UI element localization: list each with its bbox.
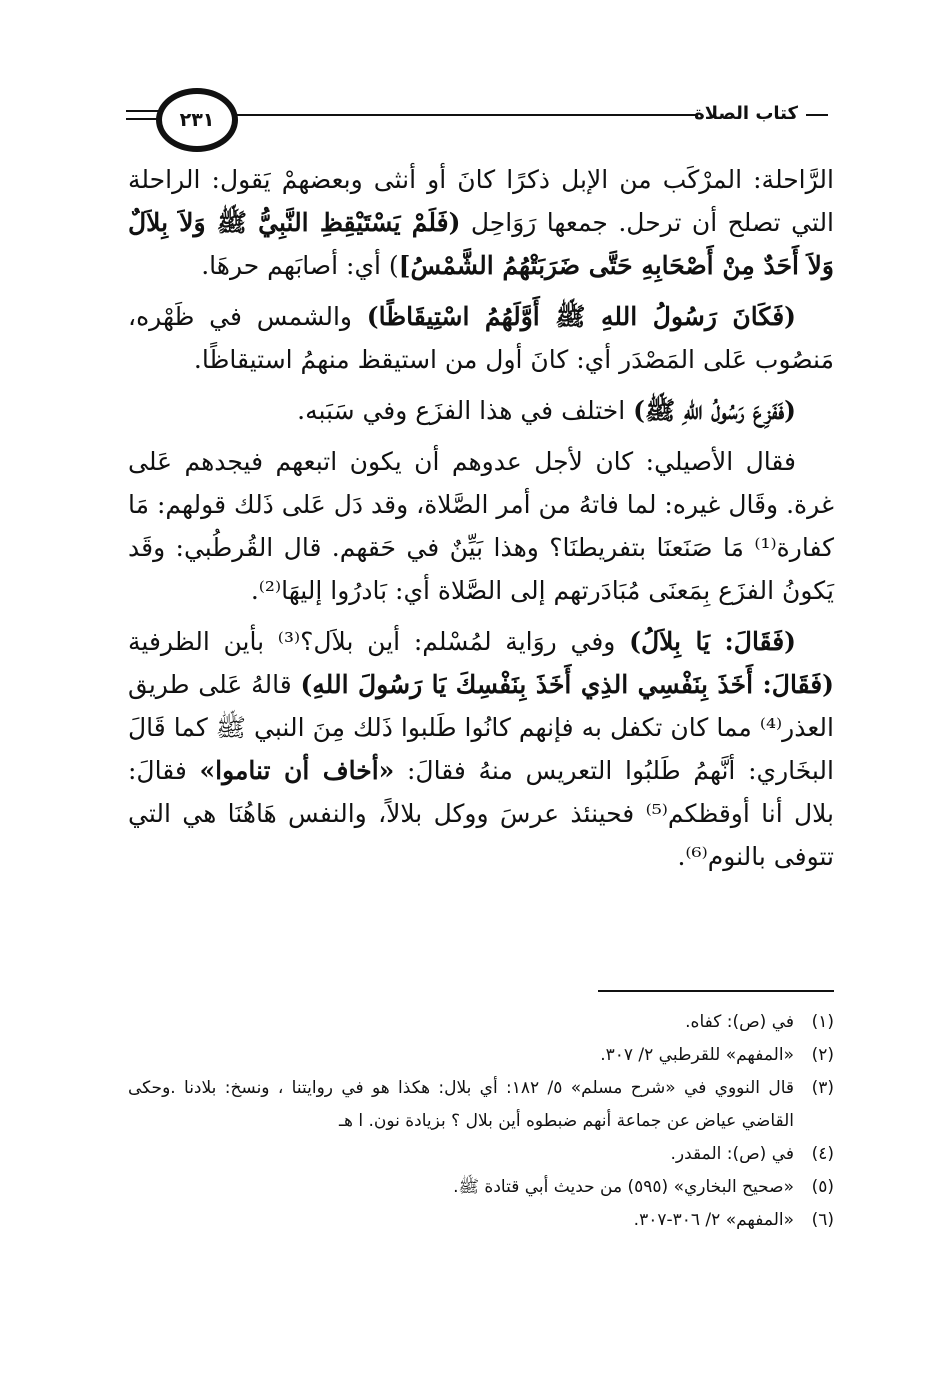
footnote-text: قال النووي في «شرح مسلم» ٥/ ١٨٢: أي بلال: هكذا هو في روايتنا ، ونسخ: بلادنا .وحكى القاضي عياض عن جماعة أنهم ضبطوه أين بلال ؟ بزيادة نون. ا هـ bbox=[128, 1078, 794, 1131]
page-header bbox=[126, 86, 828, 148]
footnote bbox=[128, 1072, 834, 1138]
footnote-separator bbox=[598, 990, 834, 992]
footnote-number: (١) bbox=[811, 1012, 834, 1032]
footnote-number: (٢) bbox=[811, 1045, 834, 1065]
commentary-text: فقالَ: بلال أنا أوقظكم⁽⁵⁾ فحينئذ عرسَ ووكل بلالاً، والنفس هَاهُنَا هي التي تتوفى بالنوم⁽⁶⁾. bbox=[128, 756, 834, 871]
commentary-text: والشمس في ظَهْره، مَنصُوب عَلى المَصْدَر أي: كانَ أول من استيقظ منهمُ استيقاظًا. bbox=[128, 302, 834, 374]
paragraph bbox=[128, 158, 834, 287]
commentary-text: وفي روَاية لمُسْلم: أين بلاَل؟⁽³⁾ بأين الظرفية bbox=[128, 627, 630, 656]
quoted-text: (فَكَانَ رَسُولُ اللهِ ﷺ أَوَّلَهُمُ اسْتِيقَاظًا) bbox=[366, 302, 796, 331]
header-rule-right bbox=[226, 114, 696, 116]
commentary-text: فقال الأصيلي: كان لأجل عدوهم أن يكون اتبعهم فيجدهم عَلى غرة. وقَال غيره: لما فاتهُ من أمر الصَّلاة، وقد دَل عَلى ذَلك قولهم: مَا كفارة⁽¹⁾ مَا صَنَعنَا بتفريطنَا؟ وهذا بَيِّنٌ في حَقهم. قال القُرطُبي: وقَد يَكونُ الفزَع بِمَعنَى مُبَادَرتهم إلى الصَّلاة أي: بَادرُوا إليهَا⁽²⁾. bbox=[128, 447, 834, 605]
quoted-text: (فَقَالَ: أَخَذَ بِنَفْسِي الذِي أَخَذَ بِنَفْسِكَ يَا رَسُولَ اللهِ) bbox=[300, 670, 834, 699]
page-number: ٢٣١ bbox=[179, 109, 215, 131]
paragraph bbox=[128, 440, 834, 612]
commentary-text: الرَّاحلة: المرْكَب من الإبل ذكرًا كانَ أو أنثى وبعضهمْ يَقول: الراحلة التي تصلح أن ترحل. جمعها رَوَاحِل bbox=[128, 165, 835, 237]
footnote-text: في (ص): كفاه. bbox=[685, 1012, 794, 1032]
paragraph bbox=[128, 389, 834, 432]
footnote-number: (٥) bbox=[811, 1177, 834, 1197]
quoted-text: (فَفَزِعَ رَسُولُ اللهِ ﷺ) bbox=[633, 396, 796, 425]
footnote-number: (٤) bbox=[811, 1144, 834, 1164]
commentary-text: ) أي: أصابَهم حرهَا. bbox=[201, 251, 399, 280]
quoted-text: (فَقَالَ: يَا بِلاَلُ) bbox=[629, 627, 796, 656]
footnotes bbox=[128, 1006, 834, 1237]
footnote-text: «المفهم» ٢/ ٣٠٦-٣٠٧. bbox=[633, 1210, 794, 1230]
quoted-text: «أخاف أن تناموا» bbox=[199, 756, 395, 785]
footnote bbox=[128, 1138, 834, 1171]
commentary-text: قالهُ عَلى طريق العذر⁽⁴⁾ مما كان تكفل به فإنهم كانُوا طَلبوا ذَلك مِنَ النبي ﷺ كما قَالَ البخَاري: أنَّهمُ طَلبُوا التعريس منهُ فقالَ: bbox=[128, 670, 834, 785]
footnote-number: (٣) bbox=[811, 1078, 834, 1098]
footnote bbox=[128, 1006, 834, 1039]
footnote-number: (٦) bbox=[811, 1210, 834, 1230]
footnote bbox=[128, 1204, 834, 1237]
commentary-text: اختلف في هذا الفزَع وفي سَبَبه. bbox=[297, 396, 634, 425]
paragraph bbox=[128, 295, 834, 381]
footnote bbox=[128, 1171, 834, 1204]
page-number-badge bbox=[156, 88, 238, 152]
footnote-text: «المفهم» للقرطبي ٢/ ٣٠٧. bbox=[600, 1045, 794, 1065]
chapter-title: كتاب الصلاة bbox=[694, 103, 798, 124]
footnote bbox=[128, 1039, 834, 1072]
paragraph bbox=[128, 620, 834, 878]
footnote-text: في (ص): المقدر. bbox=[670, 1144, 794, 1164]
header-rule-far-right bbox=[806, 114, 828, 116]
quoted-text: (فَلَمْ يَسْتَيْقِظِ النَّبِيُّ ﷺ وَلاَ بِلاَلٌ وَلاَ أَحَدٌ مِنْ أَصْحَابِهِ حَتَّى ضَرَبَتْهُمُ الشَّمْسُ] bbox=[128, 208, 834, 280]
main-text bbox=[128, 158, 834, 886]
footnote-text: «صحيح البخاري» (٥٩٥) من حديث أبي قتادة ﷺ. bbox=[453, 1177, 794, 1197]
